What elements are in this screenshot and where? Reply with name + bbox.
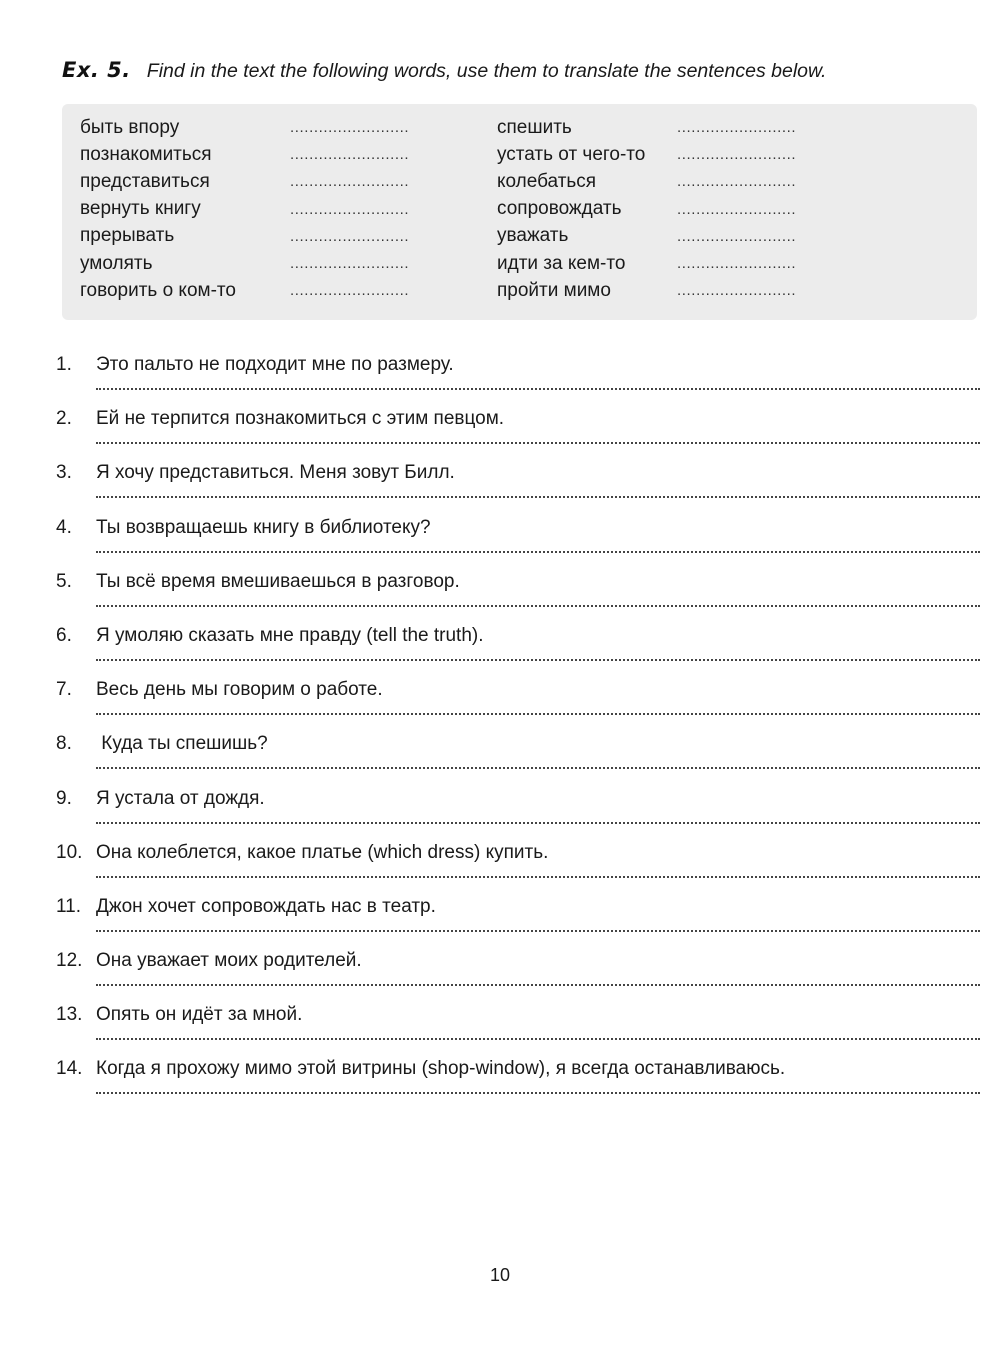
vocabulary-item (80, 141, 410, 168)
sentence-text: Я умоляю сказать мне правду (tell the truth). (96, 624, 484, 646)
answer-line[interactable] (96, 822, 980, 824)
sentence-item (56, 408, 980, 462)
sentence-number: 2. (56, 408, 72, 430)
vocabulary-blank[interactable]: ......................... (290, 282, 410, 300)
sentence-text: Она колеблется, какое платье (which dress) купить. (96, 841, 549, 863)
answer-line[interactable] (96, 876, 980, 878)
vocabulary-item (497, 196, 797, 223)
vocabulary-blank[interactable]: ......................... (677, 119, 797, 137)
vocabulary-item (497, 168, 797, 195)
sentence-number: 5. (56, 570, 72, 592)
sentence-number: 3. (56, 462, 72, 484)
answer-line[interactable] (96, 1038, 980, 1040)
vocabulary-blank[interactable]: ......................... (290, 227, 410, 245)
vocabulary-item (80, 168, 410, 195)
vocabulary-word: прерывать (80, 225, 175, 247)
sentence-number: 9. (56, 787, 72, 809)
sentence-number: 11. (56, 895, 82, 917)
sentence-item (56, 625, 980, 679)
answer-line[interactable] (96, 496, 980, 498)
sentence-item (56, 679, 980, 733)
sentence-number: 6. (56, 624, 72, 646)
vocabulary-word: устать от чего-то (497, 143, 646, 165)
sentence-number: 10. (56, 841, 83, 863)
answer-line[interactable] (96, 605, 980, 607)
vocabulary-blank[interactable]: ......................... (290, 200, 410, 218)
answer-line[interactable] (96, 767, 980, 769)
vocabulary-blank[interactable]: ......................... (677, 173, 797, 191)
vocabulary-word: представиться (80, 170, 210, 192)
answer-line[interactable] (96, 930, 980, 932)
vocabulary-item (497, 141, 797, 168)
answer-line[interactable] (96, 442, 980, 444)
sentence-list (56, 354, 980, 1113)
sentence-text: Опять он идёт за мной. (96, 1004, 303, 1026)
sentence-number: 13. (56, 1004, 83, 1026)
answer-line[interactable] (96, 551, 980, 553)
answer-line[interactable] (96, 388, 980, 390)
answer-line[interactable] (96, 659, 980, 661)
vocabulary-item (80, 277, 410, 304)
sentence-text: Ты всё время вмешиваешься в разговор. (96, 570, 460, 592)
sentence-item (56, 788, 980, 842)
vocabulary-item (497, 250, 797, 277)
vocabulary-item (497, 223, 797, 250)
sentence-text: Куда ты спешишь? (96, 733, 268, 755)
sentence-number: 14. (56, 1058, 83, 1080)
sentence-number: 1. (56, 354, 72, 375)
answer-line[interactable] (96, 984, 980, 986)
vocabulary-blank[interactable]: ......................... (290, 119, 410, 137)
sentence-text: Это пальто не подходит мне по размеру. (96, 354, 454, 375)
vocabulary-item (497, 277, 797, 304)
vocabulary-item (80, 223, 410, 250)
vocabulary-word: колебаться (497, 170, 597, 192)
sentence-item (56, 571, 980, 625)
sentence-item (56, 733, 980, 787)
vocabulary-word: сопровождать (497, 198, 622, 220)
vocabulary-item (497, 114, 797, 141)
vocabulary-item (80, 250, 410, 277)
sentence-item (56, 354, 980, 408)
vocabulary-blank[interactable]: ......................... (677, 200, 797, 218)
vocabulary-column-left (80, 114, 410, 304)
sentence-text: Ей не терпится познакомиться с этим певцом. (96, 408, 505, 430)
vocabulary-column-right (497, 114, 797, 304)
sentence-number: 7. (56, 679, 72, 701)
sentence-item (56, 896, 980, 950)
vocabulary-word: говорить о ком-то (80, 279, 236, 301)
sentence-text: Ты возвращаешь книгу в библиотеку? (96, 516, 431, 538)
vocabulary-blank[interactable]: ......................... (677, 255, 797, 273)
sentence-text: Джон хочет сопровождать нас в театр. (96, 895, 436, 917)
sentence-text: Я хочу представиться. Меня зовут Билл. (96, 462, 455, 484)
sentence-text: Я устала от дождя. (96, 787, 265, 809)
sentence-item (56, 517, 980, 571)
vocabulary-blank[interactable]: ......................... (677, 227, 797, 245)
vocabulary-blank[interactable]: ......................... (290, 146, 410, 164)
vocabulary-word: быть впору (80, 116, 180, 138)
sentence-text: Когда я прохожу мимо этой витрины (shop-window), я всегда останавливаюсь. (96, 1058, 786, 1080)
vocabulary-box (62, 104, 977, 320)
vocabulary-blank[interactable]: ......................... (677, 282, 797, 300)
vocabulary-blank[interactable]: ......................... (290, 173, 410, 191)
sentence-number: 12. (56, 950, 83, 972)
answer-line[interactable] (96, 713, 980, 715)
exercise-header (62, 58, 962, 92)
answer-line[interactable] (96, 1092, 980, 1094)
vocabulary-blank[interactable]: ......................... (290, 255, 410, 273)
page-number: 10 (489, 1265, 511, 1285)
sentence-item (56, 1058, 980, 1112)
vocabulary-word: познакомиться (80, 143, 212, 165)
sentence-item (56, 462, 980, 516)
sentence-item (56, 950, 980, 1004)
vocabulary-word: пройти мимо (497, 279, 611, 301)
sentence-text: Весь день мы говорим о работе. (96, 679, 383, 701)
exercise-instruction: Find in the text the following words, use them to translate the sentences below. (146, 60, 827, 82)
sentence-text: Она уважает моих родителей. (96, 950, 362, 972)
vocabulary-item (80, 196, 410, 223)
vocabulary-word: вернуть книгу (80, 198, 201, 220)
sentence-number: 8. (56, 733, 72, 755)
vocabulary-word: умолять (80, 252, 153, 274)
vocabulary-word: идти за кем-то (497, 252, 626, 274)
exercise-label: Ex. 5. (62, 58, 131, 82)
vocabulary-blank[interactable]: ......................... (677, 146, 797, 164)
vocabulary-item (80, 114, 410, 141)
sentence-number: 4. (56, 516, 72, 538)
sentence-item (56, 1004, 980, 1058)
sentence-item (56, 842, 980, 896)
vocabulary-word: спешить (497, 116, 572, 138)
vocabulary-word: уважать (497, 225, 569, 247)
